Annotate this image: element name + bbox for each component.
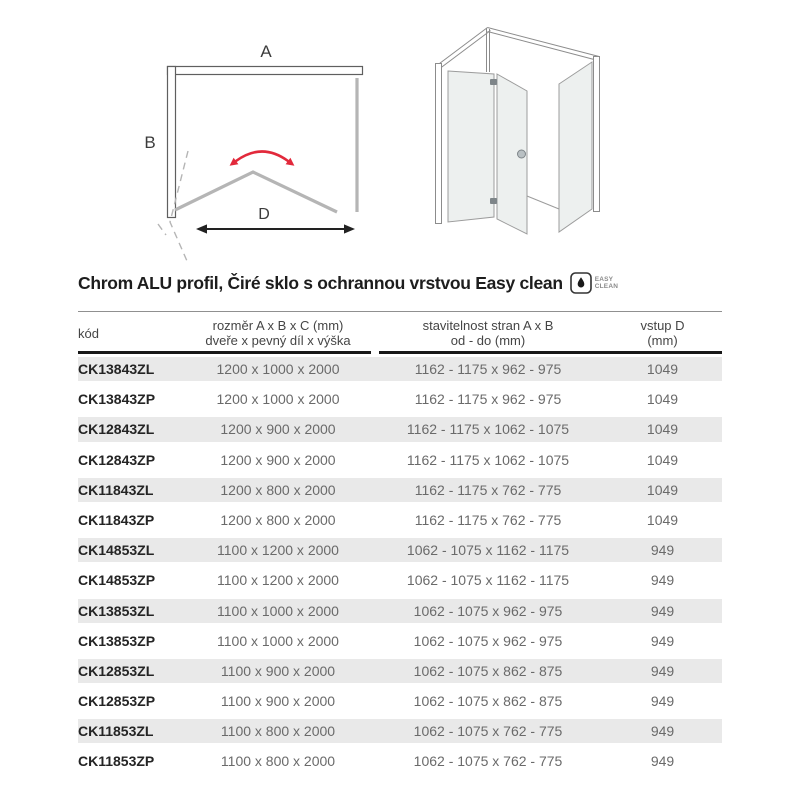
table-row xyxy=(78,505,722,535)
cell-rozmer: 1100 x 1200 x 2000 xyxy=(217,572,339,589)
header-rule-right xyxy=(379,351,722,354)
table-row xyxy=(78,746,722,776)
right-fixed-glass-panel xyxy=(559,62,592,232)
table-row xyxy=(78,535,722,565)
cell-kod: CK13853ZL xyxy=(78,602,155,619)
perspective-diagram xyxy=(436,28,600,235)
cell-stavitelnost: 1162 - 1175 x 1062 - 1075 xyxy=(406,451,570,468)
cell-rozmer: 1100 x 800 x 2000 xyxy=(220,723,336,740)
easy-clean-badge xyxy=(570,272,618,294)
cell-stavitelnost: 1062 - 1075 x 862 - 875 xyxy=(413,662,563,679)
entry-arrow-head-left xyxy=(196,224,207,233)
cell-kod: CK13853ZP xyxy=(78,632,156,649)
cell-stavitelnost: 1062 - 1075 x 1162 - 1175 xyxy=(406,542,570,559)
dimension-label-b: B xyxy=(144,133,156,152)
cell-kod: CK12843ZL xyxy=(78,421,155,438)
entry-arrow-head-right xyxy=(344,224,355,233)
hinge-top xyxy=(490,79,497,85)
cell-kod: CK13843ZL xyxy=(78,361,155,377)
cell-rozmer: 1200 x 800 x 2000 xyxy=(220,481,336,498)
folding-door-lines xyxy=(175,172,337,212)
water-drop-icon xyxy=(570,272,592,294)
cell-rozmer: 1100 x 800 x 2000 xyxy=(220,753,336,770)
cell-vstup: 1049 xyxy=(646,451,679,468)
cell-rozmer: 1100 x 900 x 2000 xyxy=(220,662,336,679)
wall-top-bar xyxy=(168,67,363,75)
dimension-label-d: D xyxy=(258,206,270,223)
dimension-label-a: A xyxy=(260,42,272,61)
table-row xyxy=(78,384,722,414)
cell-vstup: 1049 xyxy=(646,391,679,408)
spec-table xyxy=(78,311,722,777)
cell-stavitelnost: 1062 - 1075 x 862 - 875 xyxy=(413,693,563,710)
cell-stavitelnost: 1162 - 1175 x 962 - 975 xyxy=(414,361,562,377)
cell-vstup: 949 xyxy=(650,753,675,770)
cell-kod: CK13843ZP xyxy=(78,391,156,408)
header-stavitelnost: stavitelnost stran A x B od - do (mm) xyxy=(422,318,554,348)
cell-kod: CK11853ZL xyxy=(78,723,154,740)
table-row xyxy=(78,354,722,384)
header-rule-left xyxy=(78,351,371,354)
door-handle xyxy=(518,150,526,158)
top-frame-right-outer xyxy=(488,28,600,57)
cell-stavitelnost: 1162 - 1175 x 762 - 775 xyxy=(414,511,562,528)
cell-rozmer: 1100 x 1000 x 2000 xyxy=(217,632,339,649)
table-row xyxy=(78,716,722,746)
cell-stavitelnost: 1162 - 1175 x 1062 - 1075 xyxy=(406,421,570,438)
cell-kod: CK11843ZP xyxy=(78,511,155,528)
header-kod: kód xyxy=(78,325,99,341)
cell-vstup: 949 xyxy=(650,572,675,589)
technical-diagrams xyxy=(0,0,800,272)
cell-rozmer: 1200 x 1000 x 2000 xyxy=(216,361,340,377)
cell-rozmer: 1200 x 900 x 2000 xyxy=(220,421,336,438)
table-body xyxy=(78,354,722,777)
section-title: Chrom ALU profil, Čiré sklo s ochrannou vrstvou Easy clean xyxy=(78,272,563,293)
top-frame-right-inner xyxy=(488,32,597,61)
cell-rozmer: 1200 x 900 x 2000 xyxy=(220,451,336,468)
top-frame-left-outer xyxy=(438,28,488,66)
cell-vstup: 949 xyxy=(650,723,675,740)
cell-rozmer: 1100 x 1200 x 2000 xyxy=(217,542,339,559)
cell-kod: CK12853ZL xyxy=(78,662,155,679)
left-wall-profile xyxy=(436,64,442,224)
top-frame-left-inner xyxy=(441,31,491,69)
section-title-row xyxy=(78,272,618,294)
table-row xyxy=(78,596,722,626)
cell-vstup: 949 xyxy=(650,602,675,619)
cell-vstup: 1049 xyxy=(646,361,679,377)
cell-rozmer: 1200 x 800 x 2000 xyxy=(220,511,336,528)
cell-rozmer: 1200 x 1000 x 2000 xyxy=(216,391,340,408)
cell-rozmer: 1100 x 1000 x 2000 xyxy=(217,602,339,619)
cell-vstup: 1049 xyxy=(646,421,679,438)
table-header xyxy=(78,311,722,351)
cell-stavitelnost: 1162 - 1175 x 762 - 775 xyxy=(414,481,562,498)
table-row xyxy=(78,686,722,716)
hinge-bottom xyxy=(490,198,497,204)
door-swing-dash-2 xyxy=(158,224,166,235)
cell-stavitelnost: 1062 - 1075 x 762 - 775 xyxy=(413,723,563,740)
cell-vstup: 949 xyxy=(650,542,675,559)
wall-left-bar xyxy=(168,67,176,218)
table-row xyxy=(78,626,722,656)
cell-stavitelnost: 1062 - 1075 x 762 - 775 xyxy=(413,753,563,770)
cell-vstup: 949 xyxy=(650,632,675,649)
cell-kod: CK11843ZL xyxy=(78,481,154,498)
cell-stavitelnost: 1162 - 1175 x 962 - 975 xyxy=(414,391,562,408)
cell-stavitelnost: 1062 - 1075 x 962 - 975 xyxy=(413,632,563,649)
table-row xyxy=(78,475,722,505)
cell-stavitelnost: 1062 - 1075 x 962 - 975 xyxy=(413,602,563,619)
right-wall-profile xyxy=(594,57,600,212)
cell-stavitelnost: 1062 - 1075 x 1162 - 1175 xyxy=(406,572,570,589)
cell-vstup: 1049 xyxy=(646,481,679,498)
cell-vstup: 949 xyxy=(650,662,675,679)
cell-kod: CK11853ZP xyxy=(78,753,155,770)
header-vstup: vstup D (mm) xyxy=(640,318,685,348)
table-row xyxy=(78,445,722,475)
floor-edge-line xyxy=(527,196,559,209)
top-view-diagram xyxy=(144,42,362,261)
cell-kod: CK12843ZP xyxy=(78,451,156,468)
front-fixed-glass-panel xyxy=(448,71,494,222)
cell-vstup: 949 xyxy=(650,693,675,710)
table-row xyxy=(78,656,722,686)
cell-kod: CK12853ZP xyxy=(78,693,156,710)
swing-arrow-arc xyxy=(236,152,288,162)
header-rozmer: rozměr A x B x C (mm) dveře x pevný díl x výška xyxy=(205,318,351,348)
cell-kod: CK14853ZP xyxy=(78,572,156,589)
cell-kod: CK14853ZL xyxy=(78,542,155,559)
header-rule xyxy=(78,351,722,354)
cell-vstup: 1049 xyxy=(646,511,679,528)
table-row xyxy=(78,565,722,595)
cell-rozmer: 1100 x 900 x 2000 xyxy=(220,693,336,710)
easy-clean-label: EASY CLEAN xyxy=(594,276,619,290)
table-row xyxy=(78,414,722,444)
